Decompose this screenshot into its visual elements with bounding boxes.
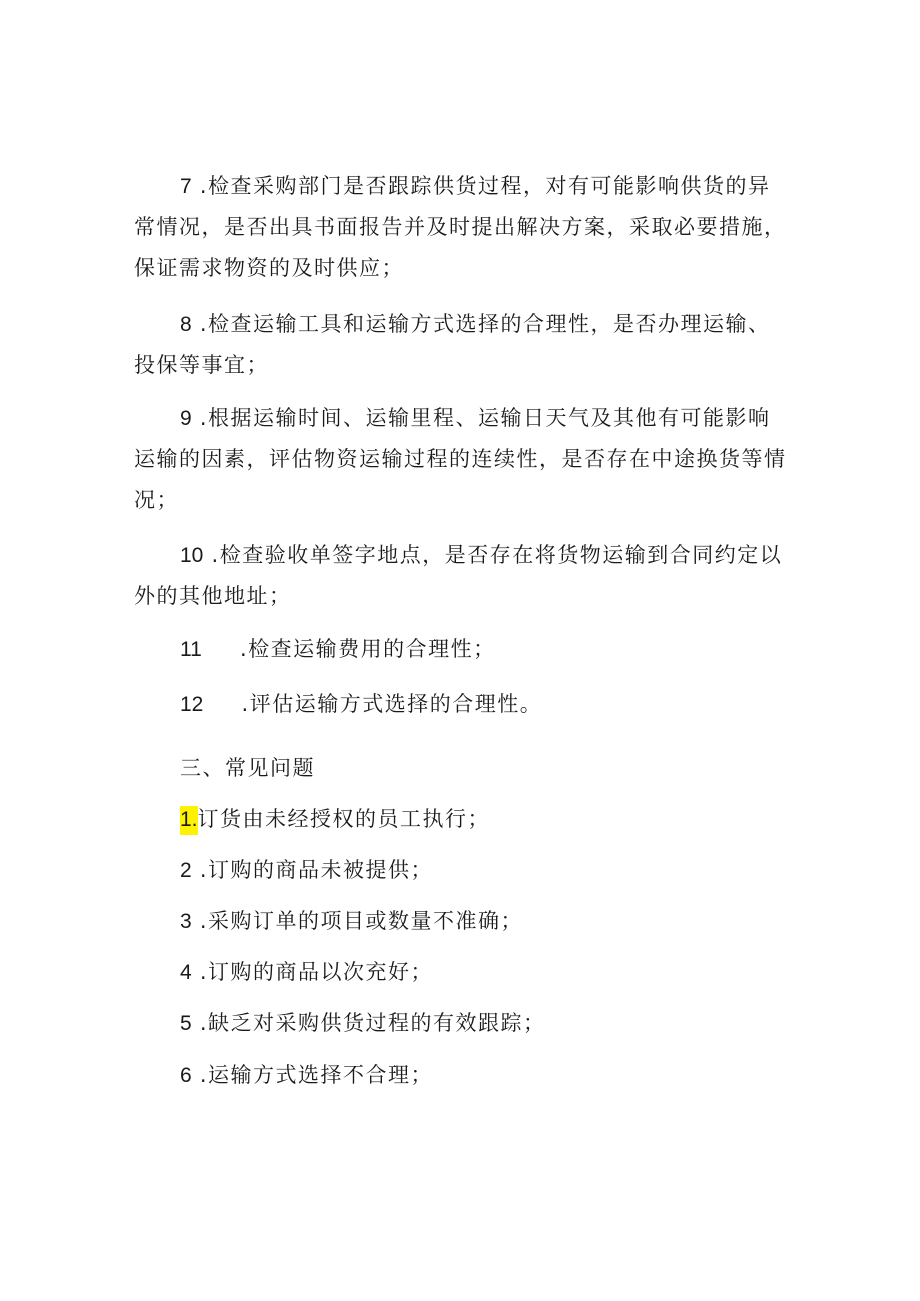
item-text-line: 况； xyxy=(134,488,179,512)
item-text-line: .检查运输工具和运输方式选择的合理性，是否办理运输、 xyxy=(191,312,771,336)
item-text-line: 外的其他地址； xyxy=(134,584,292,608)
problem-number: 2 xyxy=(180,859,192,882)
problem-number: 4 xyxy=(180,961,192,984)
item-number: 9 xyxy=(180,407,192,430)
list-item-10 xyxy=(134,535,798,617)
list-item-7 xyxy=(134,166,798,289)
problem-item-6 xyxy=(180,1055,433,1096)
item-text-line: 投保等事宜； xyxy=(134,353,269,377)
problem-number: 6 xyxy=(180,1064,192,1087)
highlighted-number: 1. xyxy=(180,806,198,835)
problem-text: .缺乏对采购供货过程的有效跟踪； xyxy=(191,1011,546,1035)
list-item-9 xyxy=(134,398,798,521)
problem-number: 3 xyxy=(180,910,192,933)
item-text-line: 运输的因素，评估物资运输过程的连续性，是否存在中途换货等情 xyxy=(134,447,787,471)
item-number: 7 xyxy=(180,175,192,198)
problem-item-1 xyxy=(180,799,490,840)
item-text-line: .评估运输方式选择的合理性。 xyxy=(233,692,543,716)
problem-text: .采购订单的项目或数量不准确； xyxy=(191,909,524,933)
problem-text: .订购的商品以次充好； xyxy=(191,960,434,984)
item-text-line: .根据运输时间、运输里程、运输日天气及其他有可能影响 xyxy=(191,406,771,430)
item-number: 10 xyxy=(180,544,204,567)
section-heading: 三、常见问题 xyxy=(180,756,315,780)
problem-number: 5 xyxy=(180,1012,192,1035)
list-item-11 xyxy=(134,629,798,670)
problem-item-3 xyxy=(180,901,523,942)
item-text-line: 常情况，是否出具书面报告并及时提出解决方案，采取必要措施， xyxy=(134,215,787,239)
item-number: 11 xyxy=(180,638,202,661)
item-text-line: .检查采购部门是否跟踪供货过程，对有可能影响供货的异 xyxy=(191,174,771,198)
problem-text: 订货由未经授权的员工执行； xyxy=(197,807,491,831)
list-item-12 xyxy=(134,684,798,725)
item-text-line: .检查验收单签字地点，是否存在将货物运输到合同约定以 xyxy=(203,543,783,567)
item-text-line: .检查运输费用的合理性； xyxy=(231,637,496,661)
problem-item-2 xyxy=(180,850,433,891)
problem-item-4 xyxy=(180,952,433,993)
item-number: 8 xyxy=(180,313,192,336)
problem-text: .运输方式选择不合理； xyxy=(191,1063,434,1087)
item-text-line: 保证需求物资的及时供应； xyxy=(134,256,404,280)
problem-item-5 xyxy=(180,1003,546,1044)
item-number: 12 xyxy=(180,693,204,716)
problem-text: .订购的商品未被提供； xyxy=(191,858,434,882)
list-item-8 xyxy=(134,304,798,386)
